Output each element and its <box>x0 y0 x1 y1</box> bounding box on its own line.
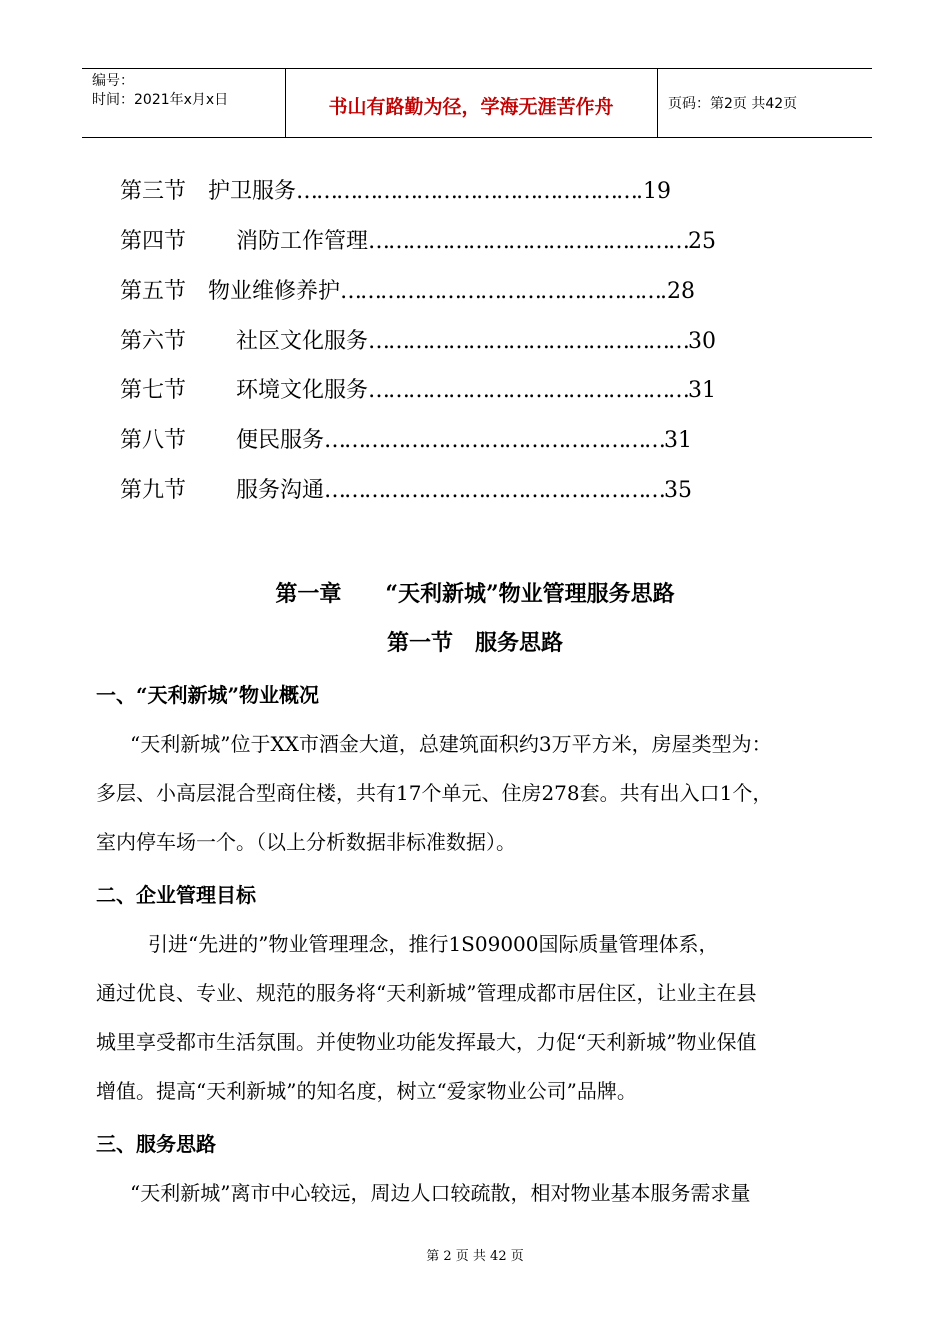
toc-dots: …………………………………………… <box>324 478 665 503</box>
toc-dots: ………………………………………… <box>368 229 689 254</box>
paragraph-line: “天利新城”离市中心较远，周边人口较疏散，相对物业基本服务需求量 <box>130 1181 751 1205</box>
page-footer: 第 2 页 共 42 页 <box>426 1249 524 1264</box>
toc-label: 第三节 <box>120 179 187 204</box>
toc-label: 第八节 <box>120 428 187 453</box>
paragraph-line: 室内停车场一个。（以上分析数据非标准数据）。 <box>96 830 516 854</box>
section-heading: 一、“天利新城”物业概况 <box>96 683 320 707</box>
header-motto-cell <box>285 69 658 137</box>
page-header <box>82 68 872 138</box>
toc-title: 社区文化服务 <box>236 329 369 354</box>
toc-title: 服务沟通 <box>236 478 325 503</box>
toc-page: 31 <box>688 378 717 403</box>
toc-dots: …………………………………………… <box>324 428 665 453</box>
toc-page: .19 <box>636 179 672 204</box>
toc-entry[interactable] <box>120 374 716 408</box>
toc-entry[interactable] <box>120 225 716 259</box>
toc-title: 环境文化服务 <box>236 378 369 403</box>
header-page-info: 页码：第2页 共42页 <box>668 96 798 112</box>
section-title: 第一节 服务思路 <box>386 630 563 656</box>
toc-page: .28 <box>660 279 696 304</box>
toc-label: 第四节 <box>120 229 187 254</box>
toc-page: 30 <box>688 329 717 354</box>
toc-dots: ………………………………………… <box>368 329 689 354</box>
toc-label: 第七节 <box>120 378 187 403</box>
toc-label: 第五节 <box>120 279 187 304</box>
toc-page: 31 <box>664 428 693 453</box>
toc-title: 便民服务 <box>236 428 325 453</box>
toc-page: 35 <box>664 478 693 503</box>
paragraph-line: “天利新城”位于XX市酒金大道，总建筑面积约3万平方米，房屋类型为： <box>130 732 772 756</box>
doc-number-label: 编号： <box>92 73 134 89</box>
toc-entry[interactable] <box>120 275 695 309</box>
toc-title: 物业维修养护 <box>208 279 341 304</box>
header-meta-cell <box>82 69 286 137</box>
toc-entry[interactable] <box>120 424 692 458</box>
section-heading: 三、服务思路 <box>96 1132 216 1156</box>
toc-entry[interactable] <box>120 474 692 508</box>
header-motto: 书山有路勤为径，学海无涯苦作舟 <box>328 96 614 118</box>
toc-title: 护卫服务 <box>208 179 297 204</box>
toc-entry[interactable] <box>120 175 671 209</box>
paragraph-line: 通过优良、专业、规范的服务将“天利新城”管理成都市居住区，让业主在县 <box>96 981 757 1005</box>
paragraph-line: 多层、小高层混合型商住楼，共有17个单元、住房278套。共有出入口1个， <box>96 781 773 805</box>
section-heading: 二、企业管理目标 <box>96 883 256 907</box>
toc-label: 第六节 <box>120 329 187 354</box>
chapter-title: 第一章 “天利新城”物业管理服务思路 <box>275 581 675 607</box>
doc-time-label: 时间：2021年x月x日 <box>92 92 229 108</box>
header-page-cell <box>658 69 872 137</box>
toc-entry[interactable] <box>120 325 716 359</box>
toc-label: 第九节 <box>120 478 187 503</box>
toc-dots: ………………………………………… <box>340 279 661 304</box>
toc-dots: …………………………………………… <box>296 179 637 204</box>
paragraph-line: 引进“先进的”物业管理理念，推行1S09000国际质量管理体系， <box>148 932 719 956</box>
toc-page: 25 <box>688 229 717 254</box>
paragraph-line: 城里享受都市生活氛围。并使物业功能发挥最大，力促“天利新城”物业保值 <box>96 1030 757 1054</box>
toc-dots: ………………………………………… <box>368 378 689 403</box>
toc-title: 消防工作管理 <box>236 229 369 254</box>
paragraph-line: 增值。提高“天利新城”的知名度，树立“爱家物业公司”品牌。 <box>96 1079 637 1103</box>
